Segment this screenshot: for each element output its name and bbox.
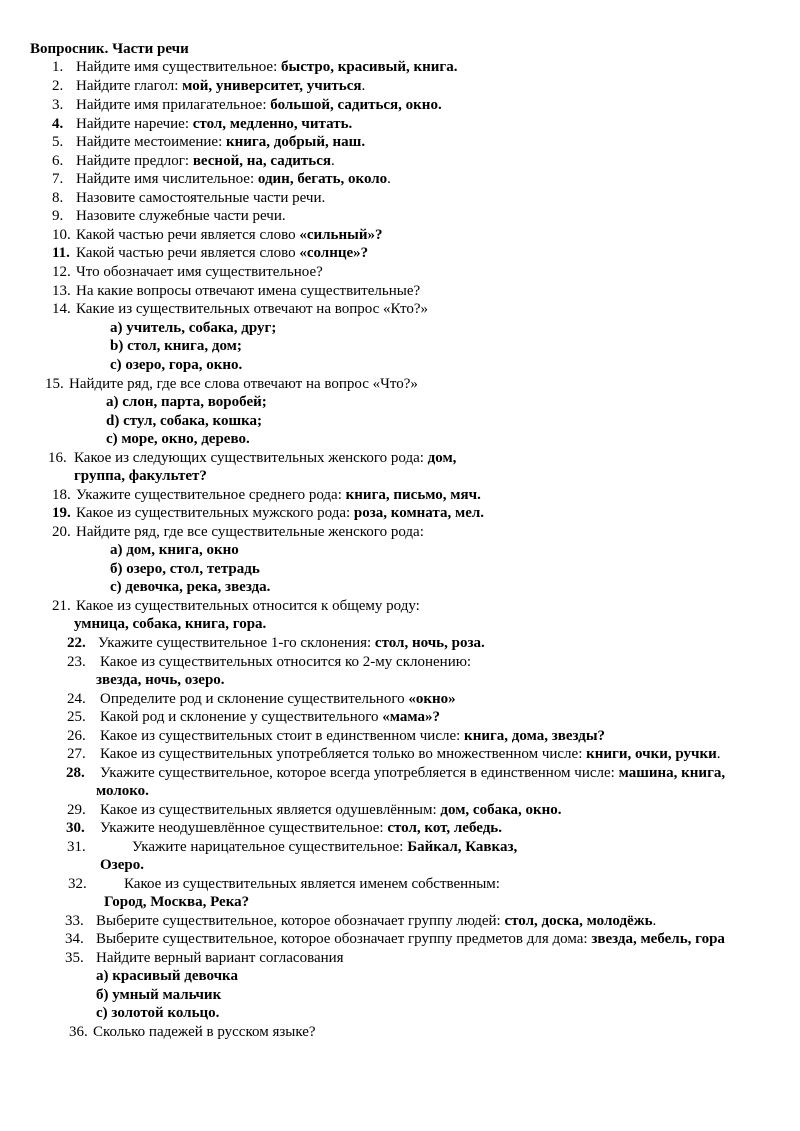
option-text: b) стол, книга, дом; — [110, 338, 242, 354]
option-text: с) море, окно, дерево. — [106, 431, 250, 447]
question-options: дом, — [427, 450, 457, 466]
option-text: а) слон, парта, воробей; — [106, 394, 267, 410]
question-item — [76, 77, 365, 95]
punctuation: . — [652, 913, 657, 929]
question-number: 30. — [66, 820, 85, 836]
question-text: Сколько падежей в русском языке? — [93, 1024, 316, 1040]
question-text: На какие вопросы отвечают имена существительные? — [76, 283, 421, 299]
question-number: 13. — [52, 283, 71, 299]
question-options: звезда, мебель, гора — [591, 931, 725, 947]
question-item — [96, 949, 344, 967]
question-text: Найдите предлог: — [76, 153, 193, 169]
question-item — [76, 226, 383, 244]
question-text: Выберите существительное, которое обозначает группу людей: — [96, 913, 505, 929]
page-title: Вопросник. Части речи — [30, 41, 189, 57]
question-text: Найдите ряд, где все существительные женского рода: — [76, 524, 424, 540]
question-item — [76, 504, 484, 522]
option-text: а) учитель, собака, друг; — [110, 320, 277, 336]
punctuation: . — [361, 78, 366, 94]
option-text: группа, факультет? — [74, 468, 207, 484]
question-item — [76, 523, 424, 541]
answer-option — [96, 782, 149, 800]
option-text: Город, Москва, Река? — [104, 894, 250, 910]
question-text: Какое из существительных употребляется только во множественном числе: — [100, 746, 587, 762]
question-text: Найдите имя прилагательное: — [76, 97, 271, 113]
option-text: с) девочка, река, звезда. — [110, 579, 271, 595]
question-number: 20. — [52, 524, 71, 540]
question-item — [100, 690, 456, 708]
question-item — [76, 263, 323, 281]
option-text: молоко. — [96, 783, 149, 799]
question-number: 25. — [67, 709, 86, 725]
option-text: а) дом, книга, окно — [110, 542, 239, 558]
question-number: 33. — [65, 913, 84, 929]
answer-option — [96, 986, 221, 1004]
question-item — [132, 838, 517, 856]
question-item — [76, 300, 428, 318]
question-item — [76, 58, 458, 76]
question-text: Найдите местоимение: — [76, 134, 226, 150]
question-item — [96, 912, 656, 930]
question-text: Какое из существительных относится к общему роду: — [76, 598, 420, 614]
question-item — [100, 764, 725, 782]
question-options: «окно» — [408, 691, 456, 707]
question-number: 34. — [65, 931, 84, 947]
question-number: 36. — [69, 1024, 88, 1040]
question-number: 1. — [52, 59, 64, 75]
question-number: 3. — [52, 97, 64, 113]
answer-option — [110, 356, 242, 374]
punctuation: . — [716, 746, 721, 762]
question-options: роза, комната, мел. — [353, 505, 485, 521]
question-number: 28. — [66, 765, 85, 781]
question-number: 32. — [68, 876, 87, 892]
answer-option — [110, 541, 239, 559]
answer-option — [106, 412, 262, 430]
answer-option — [96, 967, 238, 985]
question-options: книги, очки, ручки — [586, 746, 717, 762]
question-options: стол, доска, молодёжь — [504, 913, 653, 929]
question-number: 4. — [52, 116, 64, 132]
question-number: 23. — [67, 654, 86, 670]
question-text: Назовите служебные части речи. — [76, 208, 286, 224]
answer-option — [110, 560, 260, 578]
question-item — [76, 207, 286, 225]
question-number: 2. — [52, 78, 64, 94]
question-number: 22. — [67, 635, 86, 651]
question-number: 8. — [52, 190, 64, 206]
option-text: звезда, ночь, озеро. — [96, 672, 225, 688]
answer-option — [100, 856, 144, 874]
question-text: Найдите ряд, где все слова отвечают на вопрос «Что?» — [69, 376, 418, 392]
question-item — [124, 875, 500, 893]
answer-option — [110, 337, 242, 355]
option-text: б) озеро, стол, тетрадь — [110, 561, 260, 577]
question-number: 12. — [52, 264, 71, 280]
question-item — [76, 486, 481, 504]
question-item — [76, 115, 352, 133]
question-item — [100, 745, 721, 763]
question-item — [100, 727, 605, 745]
question-text: Какое из существительных является одушевлённым: — [100, 802, 441, 818]
option-text: б) умный мальчик — [96, 987, 222, 1003]
option-text: Озеро. — [100, 857, 144, 873]
answer-option — [74, 467, 207, 485]
question-item — [69, 375, 418, 393]
question-item — [76, 133, 365, 151]
question-item — [76, 152, 335, 170]
question-number: 18. — [52, 487, 71, 503]
answer-option — [96, 1004, 219, 1022]
question-options: Байкал, Кавказ, — [407, 839, 518, 855]
question-text: Какой частью речи является слово — [76, 245, 300, 261]
question-number: 5. — [52, 134, 64, 150]
question-options: книга, дома, звезды? — [464, 728, 606, 744]
question-item — [100, 819, 502, 837]
answer-option — [74, 615, 266, 633]
question-item — [76, 282, 420, 300]
question-text: Какое из существительных мужского рода: — [76, 505, 354, 521]
question-number: 9. — [52, 208, 64, 224]
question-options: стол, ночь, роза. — [374, 635, 485, 651]
question-text: Укажите существительное, которое всегда употребляется в единственном числе: — [100, 765, 619, 781]
option-text: с) золотой кольцо. — [96, 1005, 220, 1021]
answer-option — [96, 671, 225, 689]
question-item — [100, 653, 471, 671]
question-text: Какое из существительных стоит в единственном числе: — [100, 728, 465, 744]
question-text: Что обозначает имя существительное? — [76, 264, 323, 280]
question-options: «сильный»? — [299, 227, 383, 243]
question-number: 19. — [52, 505, 71, 521]
answer-option — [104, 893, 249, 911]
question-item — [76, 170, 391, 188]
question-options: книга, письмо, мяч. — [345, 487, 481, 503]
question-options: машина, книга, — [618, 765, 726, 781]
option-text: d) стул, собака, кошка; — [106, 413, 263, 429]
question-item — [96, 930, 725, 948]
question-number: 31. — [67, 839, 86, 855]
question-number: 7. — [52, 171, 64, 187]
question-item — [76, 597, 420, 615]
answer-option — [106, 393, 267, 411]
question-item — [98, 634, 485, 652]
question-number: 10. — [52, 227, 71, 243]
question-item — [100, 801, 562, 819]
question-item — [100, 708, 440, 726]
question-number: 11. — [52, 245, 70, 261]
question-options: книга, добрый, наш. — [226, 134, 366, 150]
question-text: Найдите наречие: — [76, 116, 193, 132]
question-text: Укажите неодушевлённое существительное: — [100, 820, 388, 836]
punctuation: . — [387, 171, 391, 187]
question-text: Определите род и склонение существительного — [100, 691, 409, 707]
question-item — [76, 244, 368, 262]
question-number: 35. — [65, 950, 84, 966]
question-number: 16. — [48, 450, 67, 466]
answer-option — [110, 319, 276, 337]
answer-option — [106, 430, 250, 448]
option-text: с) озеро, гора, окно. — [110, 357, 243, 373]
question-text: Какой частью речи является слово — [76, 227, 300, 243]
question-number: 29. — [67, 802, 86, 818]
question-number: 6. — [52, 153, 64, 169]
question-item — [74, 449, 456, 467]
question-options: стол, кот, лебедь. — [387, 820, 502, 836]
question-text: Укажите существительное 1-го склонения: — [98, 635, 375, 651]
question-text: Укажите нарицательное существительное: — [132, 839, 408, 855]
question-options: дом, собака, окно. — [440, 802, 562, 818]
question-number: 14. — [52, 301, 71, 317]
question-item — [93, 1023, 316, 1041]
question-text: Укажите существительное среднего рода: — [76, 487, 346, 503]
question-text: Выберите существительное, которое обозначает группу предметов для дома: — [96, 931, 592, 947]
answer-option — [110, 578, 270, 596]
question-text: Найдите глагол: — [76, 78, 183, 94]
question-text: Какое из следующих существительных женского рода: — [74, 450, 428, 466]
question-number: 15. — [45, 376, 64, 392]
question-text: Какой род и склонение у существительного — [100, 709, 383, 725]
question-text: Найдите имя существительное: — [76, 59, 281, 75]
question-text: Назовите самостоятельные части речи. — [76, 190, 326, 206]
question-options: большой, садиться, окно. — [270, 97, 442, 113]
question-text: Найдите верный вариант согласования — [96, 950, 344, 966]
question-options: весной, на, садиться — [192, 153, 331, 169]
question-number: 26. — [67, 728, 86, 744]
question-item — [76, 189, 325, 207]
question-options: быстро, красивый, книга. — [281, 59, 458, 75]
question-text: Какое из существительных является именем собственным: — [124, 876, 500, 892]
option-text: умница, собака, книга, гора. — [74, 616, 267, 632]
question-options: «мама»? — [382, 709, 441, 725]
question-number: 27. — [67, 746, 86, 762]
question-number: 24. — [67, 691, 86, 707]
question-text: Какое из существительных относится ко 2-му склонению: — [100, 654, 472, 670]
question-text: Найдите имя числительное: — [76, 171, 258, 187]
question-options: мой, университет, учиться — [182, 78, 362, 94]
question-item — [76, 96, 442, 114]
question-options: «солнце»? — [299, 245, 369, 261]
question-options: стол, медленно, читать. — [192, 116, 353, 132]
question-number: 21. — [52, 598, 71, 614]
punctuation: . — [331, 153, 335, 169]
question-text: Какие из существительных отвечают на вопрос «Кто?» — [76, 301, 428, 317]
question-options: один, бегать, около — [257, 171, 388, 187]
option-text: а) красивый девочка — [96, 968, 238, 984]
